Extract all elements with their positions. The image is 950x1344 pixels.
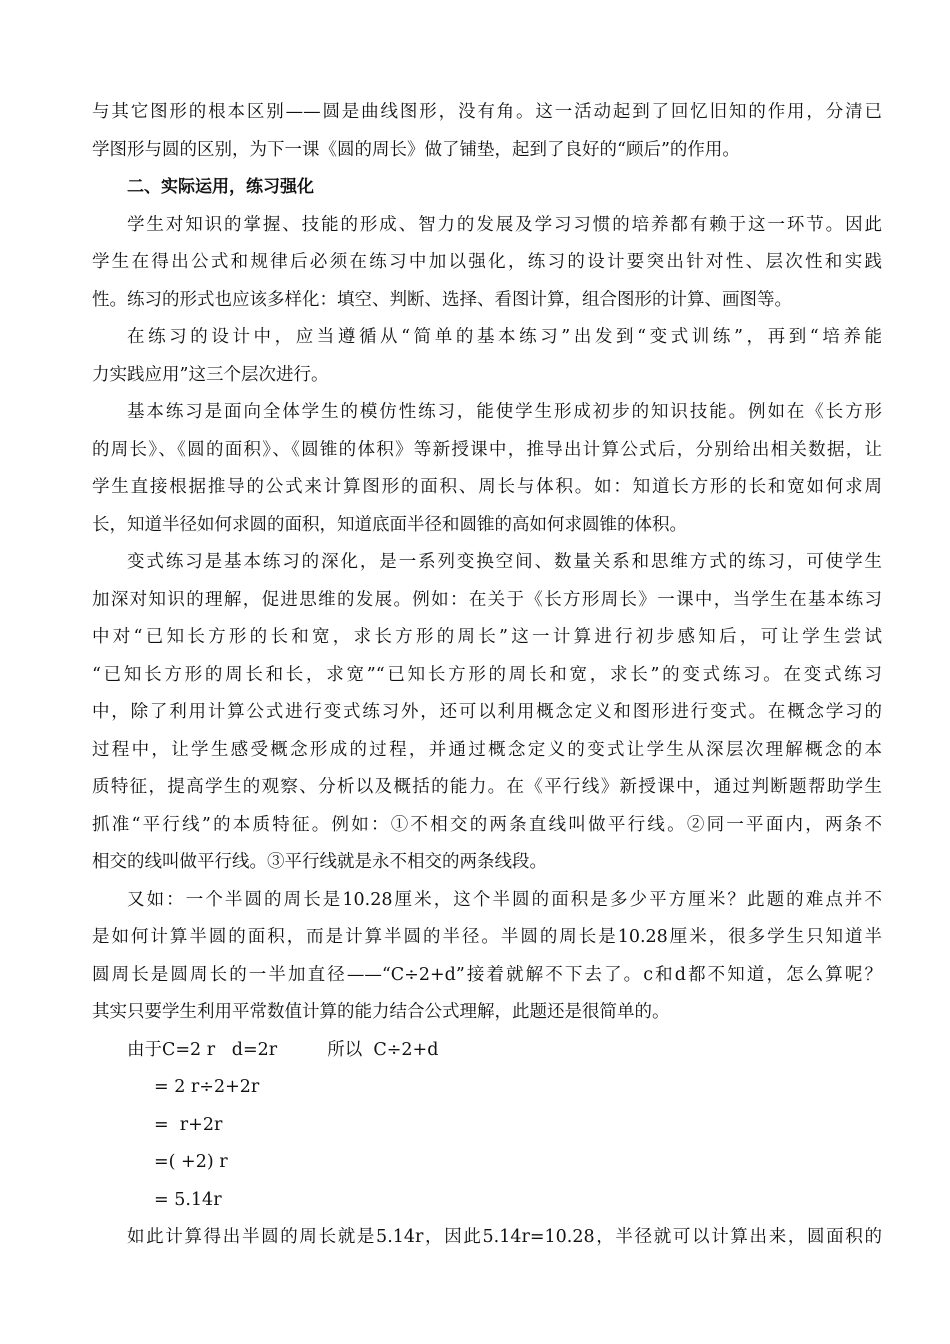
paragraph-line: “已知长方形的周长和长，求宽”“已知长方形的周长和宽，求长”的变式练习。在变式练习 xyxy=(92,664,882,685)
paragraph-line: 是如何计算半圆的面积，而是计算半圆的半径。半圆的周长是10.28厘米，很多学生只知道半 xyxy=(92,927,882,947)
paragraph-line: 其实只要学生利用平常数值计算的能力结合公式理解，此题还是很简单的。 xyxy=(92,1002,670,1022)
paragraph-line: 在练习的设计中，应当遵循从“简单的基本练习”出发到“变式训练”，再到“培养能 xyxy=(127,327,882,347)
math-line: 由于C=2 r d=2r 所以 C÷2+d xyxy=(127,1039,439,1060)
paragraph-line: 长，知道半径如何求圆的面积，知道底面半径和圆锥的高如何求圆锥的体积。 xyxy=(92,514,687,535)
section-heading: 二、实际运用，练习强化 xyxy=(127,177,314,197)
paragraph-line: 中，除了利用计算公式进行变式练习外，还可以利用概念定义和图形进行变式。在概念学习的 xyxy=(92,702,882,722)
paragraph-line: 的周长》、《圆的面积》、《圆锥的体积》等新授课中，推导出计算公式后，分别给出相关数据，让 xyxy=(92,439,882,460)
paragraph-line: 相交的线叫做平行线。③平行线就是永不相交的两条线段。 xyxy=(92,852,547,872)
math-line: = r+2r xyxy=(154,1114,223,1135)
paragraph-line: 学图形与圆的区别，为下一课《圆的周长》做了铺垫，起到了良好的“顾后”的作用。 xyxy=(92,139,740,160)
paragraph-line: 性。练习的形式也应该多样化：填空、判断、选择、看图计算，组合图形的计算、画图等。 xyxy=(92,289,792,310)
paragraph-line: 基本练习是面向全体学生的模仿性练习，能使学生形成初步的知识技能。例如在《长方形 xyxy=(127,402,882,422)
paragraph-line: 圆周长是圆周长的一半加直径——“C÷2+d”接着就解不下去了。c和d都不知道，怎么算呢？ xyxy=(92,964,882,985)
paragraph-line: 抓准“平行线”的本质特征。例如：①不相交的两条直线叫做平行线。②同一平面内，两条不 xyxy=(92,814,882,835)
paragraph-line: 中对“已知长方形的长和宽，求长方形的周长”这一计算进行初步感知后，可让学生尝试 xyxy=(92,627,882,647)
paragraph-line: 与其它图形的根本区别——圆是曲线图形，没有角。这一活动起到了回忆旧知的作用，分清已 xyxy=(92,102,882,122)
math-line: = 2 r÷2+2r xyxy=(154,1077,260,1097)
paragraph-line: 变式练习是基本练习的深化，是一系列变换空间、数量关系和思维方式的练习，可使学生 xyxy=(127,552,882,572)
math-line: = 5.14r xyxy=(154,1189,222,1210)
paragraph-line: 又如：一个半圆的周长是10.28厘米，这个半圆的面积是多少平方厘米？此题的难点并不 xyxy=(127,889,882,910)
math-line: =( +2) r xyxy=(154,1152,228,1172)
paragraph-line: 力实践应用”这三个层次进行。 xyxy=(92,364,329,385)
paragraph-line: 质特征，提高学生的观察、分析以及概括的能力。在《平行线》新授课中，通过判断题帮助学生 xyxy=(92,777,882,797)
paragraph-line: 加深对知识的理解，促进思维的发展。例如：在关于《长方形周长》一课中，当学生在基本练习 xyxy=(92,589,882,610)
paragraph-line: 如此计算得出半圆的周长就是5.14r，因此5.14r=10.28，半径就可以计算出来，圆面积的 xyxy=(127,1227,882,1247)
document-page xyxy=(92,94,882,1257)
paragraph-line: 学生对知识的掌握、技能的形成、智力的发展及学习习惯的培养都有赖于这一环节。因此 xyxy=(127,214,882,235)
paragraph-line: 学生直接根据推导的公式来计算图形的面积、周长与体积。如：知道长方形的长和宽如何求周 xyxy=(92,477,882,497)
paragraph-line: 学生在得出公式和规律后必须在练习中加以强化，练习的设计要突出针对性、层次性和实践 xyxy=(92,252,882,272)
paragraph-line: 过程中，让学生感受概念形成的过程，并通过概念定义的变式让学生从深层次理解概念的本 xyxy=(92,739,882,760)
